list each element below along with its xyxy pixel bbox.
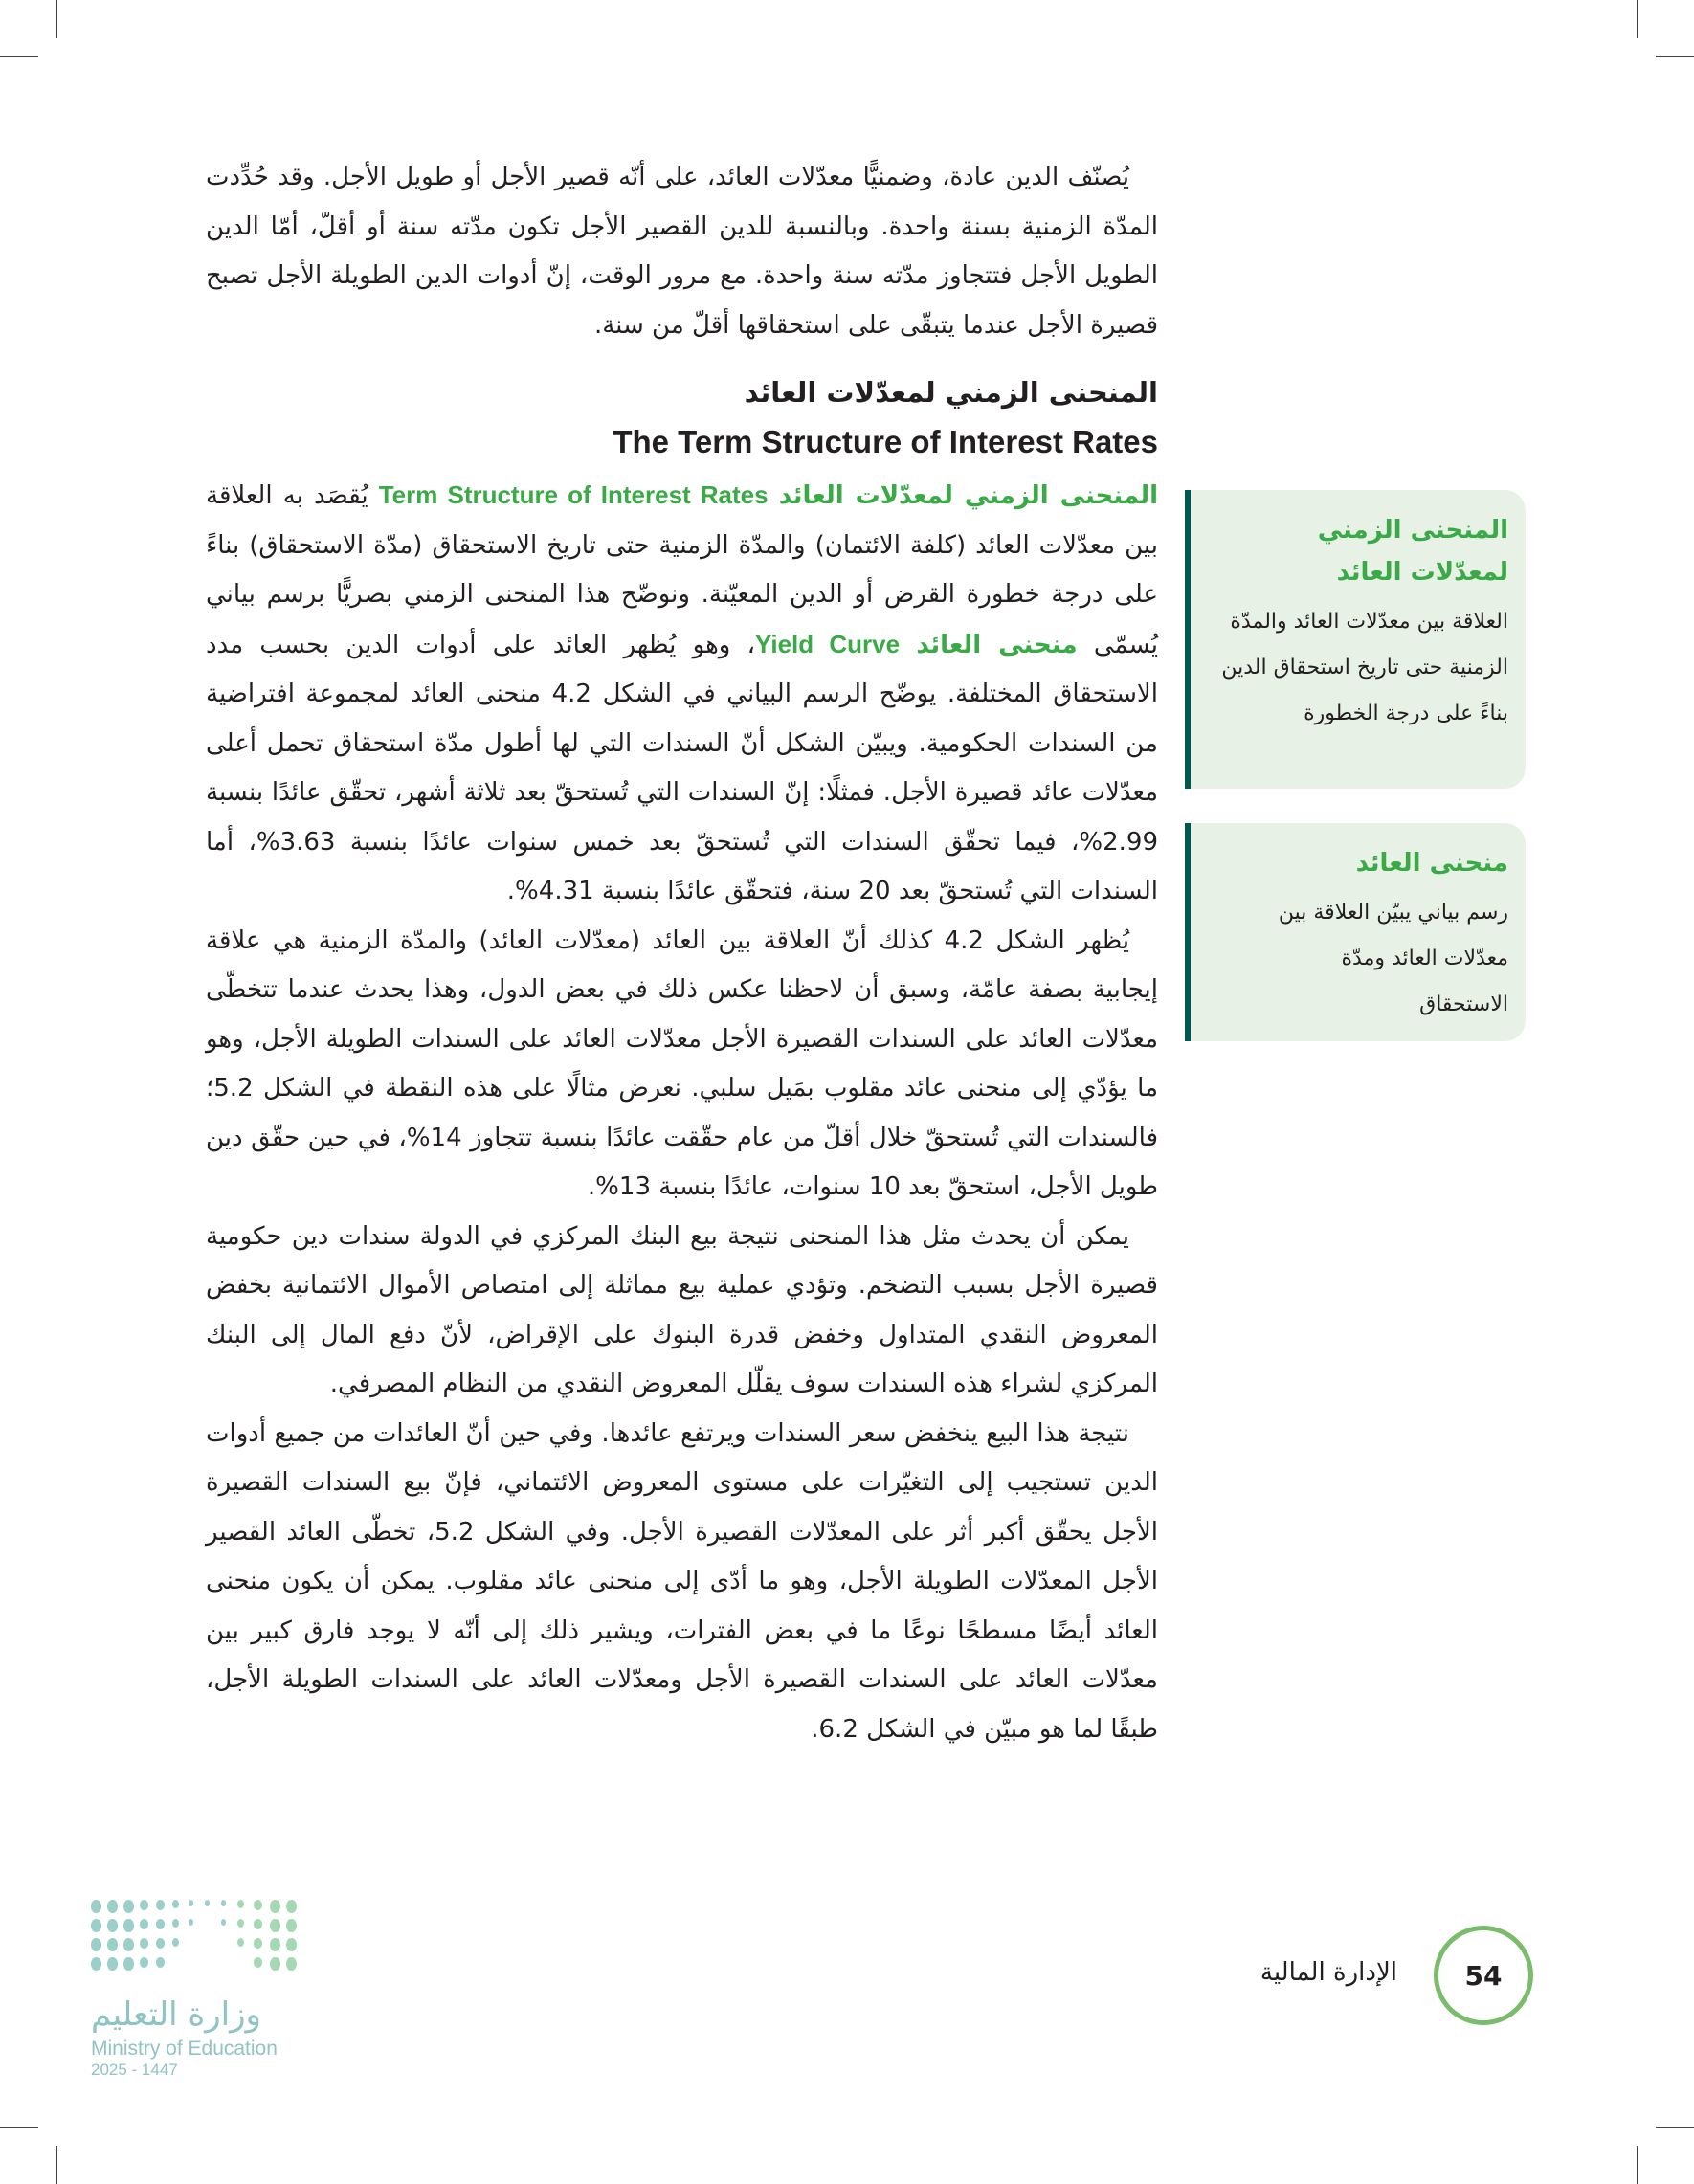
logo-dot (189, 1919, 193, 1926)
logo-dot (254, 1938, 262, 1949)
logo-dot (221, 1900, 226, 1906)
definition-text: رسم بياني يبيّن العلاقة بين معدّلات العائد ومدّة الاستحقاق (1278, 901, 1508, 1016)
paragraph-5: نتيجة هذا البيع ينخفض سعر السندات ويرتفع عائدها. وفي حين أنّ العائدات من جميع أدوات الدين تستجيب إلى التغيّرات على مستوى المعروض الائتماني، فإنّ بيع السندات القصيرة الأجل يحقّق أكبر أثر على المعدّلات القصيرة الأجل. وفي الشكل 5.2، تخطّى العائد القصير الأجل المعدّلات الطويلة الأجل، وهو ما أدّى إلى منحنى عائد مقلوب. يمكن أن يكون منحنى العائد أيضًا مسطحًا نوعًا ما في بعض الفترات، ويشير ذلك إلى أنّه لا يوجد فارق كبير بين معدّلات العائد على السندات القصيرة الأجل ومعدّلات العائد على السندات الطويلة الأجل، طبقًا لما هو مبيّن في الشكل 6.2. (206, 1418, 1158, 1744)
logo-dot (172, 1938, 179, 1947)
logo-dots-icon (91, 1890, 311, 1976)
logo-dot (107, 1957, 118, 1971)
logo-dot (140, 1957, 148, 1968)
logo-dot (205, 1900, 210, 1906)
logo-dot (286, 1900, 297, 1913)
logo-dot (123, 1900, 134, 1913)
logo-dot (254, 1919, 262, 1929)
crop-mark (1656, 56, 1694, 57)
logo-dot (286, 1919, 297, 1932)
logo-dot (140, 1938, 148, 1949)
logo-dot (107, 1919, 118, 1932)
section-heading-ar: المنحنى الزمني لمعدّلات العائد (744, 376, 1158, 409)
logo-dot (107, 1900, 118, 1913)
logo-dot (270, 1900, 280, 1913)
paragraph-2 (206, 471, 1158, 917)
logo-dot (156, 1919, 165, 1929)
logo-dot (123, 1919, 134, 1932)
term2-ar: منحنى العائد (916, 630, 1078, 659)
crop-mark (56, 2146, 57, 2184)
crop-mark (56, 0, 57, 38)
logo-year: 2025 - 1447 (91, 2061, 178, 2079)
paragraph-1: يُصنّف الدين عادة، وضمنيًّا معدّلات العائد، على أنّه قصير الأجل أو طويل الأجل. وقد حُدِّدت المدّة الزمنية بسنة واحدة. وبالنسبة للدين القصير الأجل تكون مدّته سنة أو أقلّ، أمّا الدين الطويل الأجل فتتجاوز مدّته سنة واحدة. مع مرور الوقت، إنّ أدوات الدين الطويلة الأجل تصبح قصيرة الأجل عندما يتبقّى على استحقاقها أقلّ من سنة. (206, 163, 1158, 340)
section-heading-en: The Term Structure of Interest Rates (613, 424, 1158, 459)
logo-dot (91, 1919, 101, 1932)
logo-dot (91, 1938, 101, 1951)
term-ar: المنحنى الزمني لمعدّلات العائد (778, 481, 1159, 510)
logo-dot (156, 1957, 165, 1968)
logo-dot (221, 1919, 226, 1926)
logo-dot (123, 1957, 134, 1971)
logo-dot (123, 1938, 134, 1951)
main-text (206, 153, 1158, 1754)
term-en: Term Structure of Interest Rates (378, 480, 769, 509)
definition-text: العلاقة بين معدّلات العائد والمدّة الزمنية حتى تاريخ استحقاق الدين بناءً على درجة الخطورة (1221, 610, 1508, 725)
logo-dot (189, 1900, 193, 1906)
logo-dot (237, 1900, 244, 1908)
logo-text-ar: وزارة التعليم (91, 1995, 261, 2034)
logo-dot (270, 1957, 280, 1971)
sidebar-definition-term-structure (1185, 490, 1526, 789)
logo-dot (172, 1919, 179, 1928)
crop-mark (1656, 2127, 1694, 2128)
paragraph-3: يُظهر الشكل 4.2 كذلك أنّ العلاقة بين العائد (معدّلات العائد) والمدّة الزمنية هي علاقة إيجابية بصفة عامّة، وسبق أن لاحظنا عكس ذلك في بعض الدول، وهذا يحدث عندما تتخطّى معدّلات العائد على السندات القصيرة الأجل معدّلات العائد على السندات الطويلة الأجل، وهو ما يؤدّي إلى منحنى عائد مقلوب بمَيل سلبي. نعرض مثالًا على هذه النقطة في الشكل 5.2؛ فالسندات التي تُستحقّ خلال أقلّ من عام حقّقت عائدًا بنسبة تتجاوز 14%، في حين حقّق دين طويل الأجل، استحقّ بعد 10 سنوات، عائدًا بنسبة 13%. (206, 925, 1158, 1201)
crop-mark (0, 2127, 38, 2128)
logo-dot (140, 1900, 148, 1910)
logo-text-en: Ministry of Education (91, 2038, 278, 2060)
logo-dot (270, 1919, 280, 1932)
crop-mark (1637, 2146, 1638, 2184)
logo-dot (156, 1938, 165, 1949)
logo-dot (107, 1938, 118, 1951)
page-number: 54 (1434, 1926, 1533, 2025)
logo-dot (254, 1957, 262, 1968)
book-title: الإدارة المالية (1259, 1958, 1397, 1987)
logo-dot (237, 1919, 244, 1928)
logo-dot (270, 1938, 280, 1951)
logo-dot (91, 1900, 101, 1913)
logo-dot (156, 1900, 165, 1910)
term2-en: Yield Curve (755, 629, 901, 658)
paragraph-2-text-a: يُقصَد به العلاقة بين معدّلات العائد (كلفة الائتمان) والمدّة الزمنية حتى تاريخ الاستحقاق (مدّة الاستحقاق) بناءً على درجة خطورة القرض أو الدين المعيّنة. ونوضّح هذا المنحنى الزمني بصريًّا برسم بياني يُسمّى (206, 481, 1159, 659)
logo-dot (91, 1957, 101, 1971)
logo-dot (237, 1938, 244, 1947)
paragraph-4: يمكن أن يحدث مثل هذا المنحنى نتيجة بيع البنك المركزي في الدولة سندات دين حكومية قصيرة الأجل بسبب التضخم. وتؤدي عملية بيع مماثلة إلى امتصاص الأموال الائتمانية بخفض المعروض النقدي المتداول وخفض قدرة البنوك على الإقراض، لأنّ دفع المال إلى البنك المركزي لشراء هذه السندات سوف يقلّل المعروض النقدي من النظام المصرفي. (206, 1221, 1158, 1398)
logo-dot (286, 1938, 297, 1951)
definition-title: المنحنى الزمني لمعدّلات العائد (1317, 516, 1508, 587)
logo-dot (172, 1900, 179, 1908)
ministry-logo (91, 1890, 311, 2080)
logo-dot (140, 1919, 148, 1929)
definition-title: منحنى العائد (1355, 849, 1508, 878)
paragraph-2-text-b: ، وهو يُظهر العائد على أدوات الدين بحسب مدد الاستحقاق المختلفة. يوضّح الرسم البياني في الشكل 4.2 منحنى العائد لمجموعة افتراضية من السندات الحكومية. ويبيّن الشكل أنّ السندات التي لها أطول مدّة استحقاق تحمل أعلى معدّلات عائد قصيرة الأجل. فمثلًا: إنّ السندات التي تُستحقّ بعد ثلاثة أشهر، تحقّق عائدًا بنسبة 2.99%، فيما تحقّق السندات التي تُستحقّ بعد خمس سنوات عائدًا بنسبة 3.63%، أما السندات التي تُستحقّ بعد 20 سنة، فتحقّق عائدًا بنسبة 4.31%. (206, 630, 1158, 905)
crop-mark (0, 56, 38, 57)
logo-dot (286, 1957, 297, 1971)
crop-mark (1637, 0, 1638, 38)
logo-dot (254, 1900, 262, 1910)
sidebar-definition-yield-curve (1185, 823, 1526, 1041)
